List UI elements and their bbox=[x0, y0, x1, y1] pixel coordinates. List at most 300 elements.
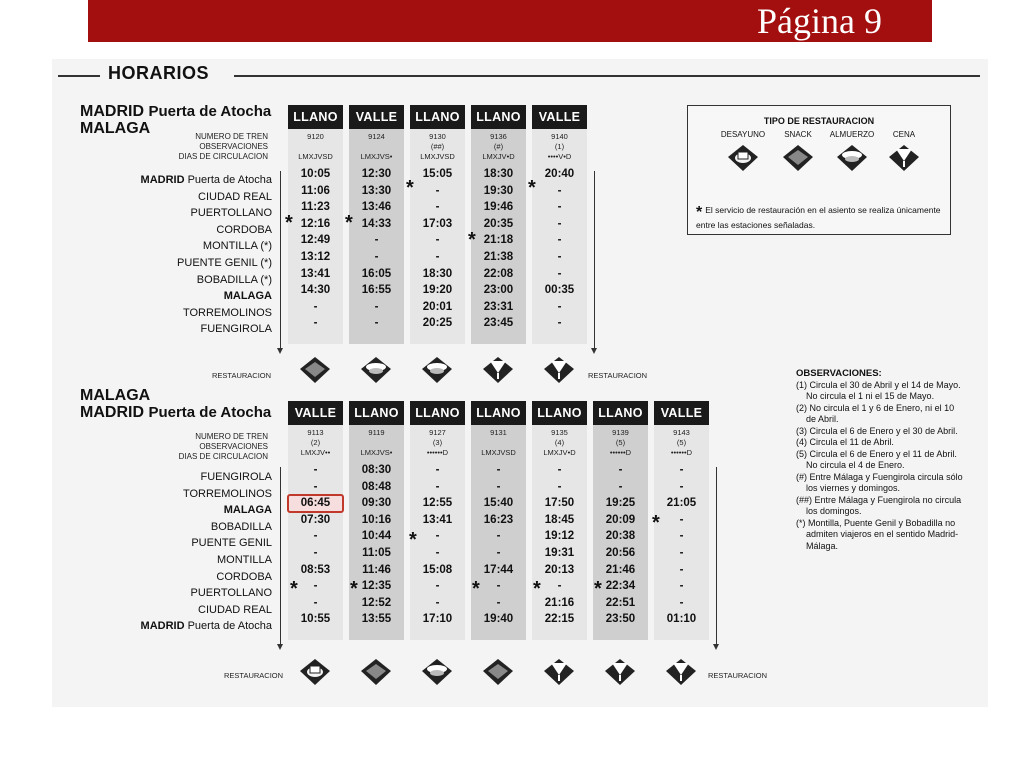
station-name-text: Puerta de Atocha bbox=[187, 174, 272, 186]
time-cell: 18:45 bbox=[544, 513, 575, 526]
time-cell: 23:31 bbox=[483, 300, 514, 313]
station-name bbox=[141, 618, 272, 635]
time-cell: - bbox=[435, 480, 440, 493]
time-cell: 20:35 bbox=[483, 217, 514, 230]
train-days: LMXJVSD bbox=[420, 152, 455, 161]
star-icon: * bbox=[533, 578, 541, 600]
cena-icon bbox=[542, 657, 576, 687]
observacion-item: (##) Entre Málaga y Fuengirola no circula los domingos. bbox=[796, 494, 962, 516]
time-cell: 12:49 bbox=[300, 234, 331, 247]
heading-rule-left bbox=[58, 75, 100, 77]
outbound-arrow-right bbox=[594, 171, 595, 349]
time-cell: 11:05 bbox=[362, 546, 391, 559]
station-name bbox=[141, 222, 272, 239]
station-name-text: FUENGIROLA bbox=[200, 471, 272, 483]
time-cell: 21:16 bbox=[544, 596, 575, 609]
cena-icon bbox=[603, 657, 637, 687]
train-days: LMXJVS• bbox=[360, 448, 393, 457]
time-cell: 21:18 bbox=[483, 234, 514, 247]
station-name bbox=[141, 502, 272, 519]
station-name bbox=[141, 288, 272, 305]
outbound-restauracion-label-right: RESTAURACION bbox=[588, 371, 648, 380]
observacion-item: (*) Montilla, Puente Genil y Bobadilla no admiten viajeros en el sentido Madrid-Málaga. bbox=[796, 517, 959, 551]
time-cell: 00:35 bbox=[544, 284, 575, 297]
cena-icon bbox=[664, 657, 698, 687]
train-type-header: LLANO bbox=[471, 105, 526, 129]
star-icon: * bbox=[696, 204, 703, 221]
time-cell: 10:05 bbox=[300, 168, 331, 180]
time-cell: 08:53 bbox=[300, 563, 331, 576]
time-cell: 16:23 bbox=[483, 513, 514, 526]
time-cell: 22:08 bbox=[483, 267, 514, 280]
station-name-text: MONTILLA bbox=[216, 553, 272, 566]
time-cell: - bbox=[496, 580, 501, 593]
train-obs: (3) bbox=[432, 438, 443, 447]
observacion-item: (#) Entre Málaga y Fuengirola circula sólo los viernes y domingos. bbox=[796, 471, 963, 493]
station-name bbox=[141, 172, 272, 189]
train-days: ••••••D bbox=[426, 448, 449, 457]
station-name bbox=[141, 205, 272, 222]
route-origin: MADRID bbox=[80, 103, 144, 120]
train-number: 9136 bbox=[490, 132, 507, 141]
time-cell: 19:40 bbox=[483, 613, 514, 626]
tipo-restauracion-legend bbox=[687, 105, 951, 235]
train-days: LMXJV•D bbox=[543, 448, 576, 457]
time-cell: 08:48 bbox=[361, 480, 392, 493]
meta-label: OBSERVACIONES bbox=[199, 442, 268, 451]
time-cell: - bbox=[435, 546, 440, 559]
train-info bbox=[410, 425, 465, 462]
route-destination-detail: Puerta de Atocha bbox=[148, 404, 272, 421]
train-column bbox=[410, 401, 465, 640]
time-cell: - bbox=[313, 464, 318, 476]
time-cell: - bbox=[557, 234, 562, 247]
star-icon: * bbox=[409, 529, 417, 551]
meta-label: OBSERVACIONES bbox=[199, 142, 268, 151]
train-column bbox=[410, 105, 465, 344]
page-header bbox=[88, 0, 932, 42]
star-icon: * bbox=[345, 212, 353, 234]
star-icon: * bbox=[528, 177, 536, 199]
time-cell: 17:03 bbox=[422, 217, 453, 230]
legend-label-almuerzo: ALMUERZO bbox=[829, 130, 875, 139]
station-name-text: MONTILLA (*) bbox=[202, 240, 272, 253]
time-cell: - bbox=[374, 300, 379, 313]
time-cell: 12:35 bbox=[361, 580, 392, 593]
time-cell: 10:16 bbox=[361, 513, 392, 526]
time-cell: - bbox=[618, 480, 623, 493]
station-name-text: TORREMOLINOS bbox=[182, 306, 272, 319]
train-type-header: LLANO bbox=[288, 105, 343, 129]
time-cell: 11:46 bbox=[362, 563, 391, 576]
time-cell: 22:15 bbox=[544, 613, 575, 626]
heading-rule-right bbox=[234, 75, 980, 77]
station-name-bold: MALAGA bbox=[223, 290, 272, 303]
meta-label: DIAS DE CIRCULACION bbox=[178, 152, 268, 161]
time-cell: 20:09 bbox=[605, 513, 636, 526]
train-column bbox=[471, 105, 526, 344]
time-cell: 19:46 bbox=[483, 201, 514, 214]
inbound-meta-labels bbox=[179, 432, 268, 462]
station-name-bold: MADRID bbox=[140, 620, 185, 633]
outbound-station-list bbox=[141, 172, 272, 338]
train-type-header: VALLE bbox=[532, 105, 587, 129]
train-info bbox=[288, 425, 343, 462]
station-name-text: CIUDAD REAL bbox=[198, 603, 272, 616]
time-cell: - bbox=[313, 596, 318, 609]
observacion-item: (4) Circula el 11 de Abril. bbox=[796, 437, 894, 447]
desayuno-icon bbox=[298, 657, 332, 687]
train-days: LMXJVSD bbox=[481, 448, 516, 457]
train-obs: (1) bbox=[554, 142, 565, 151]
time-cell: - bbox=[435, 250, 440, 263]
star-icon: * bbox=[406, 177, 414, 199]
time-cell: 16:55 bbox=[361, 284, 392, 297]
star-icon: * bbox=[290, 578, 298, 600]
time-cell: 21:38 bbox=[483, 250, 514, 263]
train-type-header: LLANO bbox=[349, 401, 404, 425]
time-cell: 20:13 bbox=[544, 563, 575, 576]
train-obs bbox=[349, 142, 404, 152]
time-cell: 17:44 bbox=[483, 563, 514, 576]
station-name bbox=[141, 272, 272, 289]
station-name bbox=[141, 569, 272, 586]
train-number: 9113 bbox=[307, 428, 324, 437]
observaciones-panel bbox=[796, 368, 966, 552]
time-cell: - bbox=[435, 596, 440, 609]
outbound-restauracion-label: RESTAURACION bbox=[212, 371, 272, 380]
time-cell: 23:00 bbox=[483, 284, 514, 297]
time-cell: - bbox=[435, 234, 440, 247]
time-cell: - bbox=[435, 530, 440, 543]
time-cell: 13:30 bbox=[361, 184, 392, 197]
time-cell: - bbox=[496, 596, 501, 609]
station-name bbox=[141, 519, 272, 536]
station-name bbox=[141, 552, 272, 569]
station-name-text: PUENTE GENIL bbox=[191, 537, 272, 550]
outbound-arrow-left bbox=[280, 171, 281, 349]
legend-label-snack: SNACK bbox=[784, 130, 812, 139]
time-cell: - bbox=[435, 201, 440, 214]
train-number: 9120 bbox=[307, 132, 324, 141]
time-cell: - bbox=[618, 464, 623, 476]
highlighted-time-cell: 06:45 bbox=[288, 495, 343, 512]
time-cell: 12:16 bbox=[300, 217, 331, 230]
time-cell: 20:01 bbox=[422, 300, 453, 313]
station-name-bold: MADRID bbox=[140, 174, 185, 186]
time-cell: - bbox=[496, 530, 501, 543]
time-cell: - bbox=[374, 317, 379, 330]
train-type-header: LLANO bbox=[471, 401, 526, 425]
almuerzo-icon bbox=[420, 657, 454, 687]
time-cell: 01:10 bbox=[666, 613, 697, 626]
train-info bbox=[471, 129, 526, 166]
route-origin-detail: Puerta de Atocha bbox=[148, 103, 272, 120]
train-column bbox=[532, 105, 587, 344]
legend-label-cena: CENA bbox=[892, 130, 916, 139]
time-cell: - bbox=[374, 250, 379, 263]
train-days: ••••••D bbox=[670, 448, 693, 457]
time-cell: 11:06 bbox=[301, 184, 330, 197]
almuerzo-icon bbox=[359, 355, 393, 385]
train-type-header: LLANO bbox=[532, 401, 587, 425]
time-cell: 19:31 bbox=[544, 546, 575, 559]
star-icon: * bbox=[472, 578, 480, 600]
legend-note bbox=[696, 204, 946, 231]
time-cell: 15:05 bbox=[422, 168, 453, 180]
train-info bbox=[288, 129, 343, 166]
train-info bbox=[349, 425, 404, 462]
almuerzo-icon bbox=[420, 355, 454, 385]
page-title: Página 9 bbox=[757, 1, 882, 41]
time-cell: 17:50 bbox=[544, 497, 575, 510]
inbound-restauracion-label: RESTAURACION bbox=[224, 671, 284, 680]
time-cell: - bbox=[557, 250, 562, 263]
time-cell: 13:41 bbox=[422, 513, 453, 526]
time-cell: - bbox=[557, 184, 562, 197]
time-cell: 22:51 bbox=[605, 596, 636, 609]
observacion-item: (3) Circula el 6 de Enero y el 30 de Abril. bbox=[796, 425, 958, 436]
train-obs: (##) bbox=[430, 142, 445, 151]
train-obs: (5) bbox=[676, 438, 687, 447]
train-number: 9127 bbox=[429, 428, 446, 437]
train-days: LMXJVSD bbox=[298, 152, 333, 161]
time-cell: 23:45 bbox=[483, 317, 514, 330]
time-cell: - bbox=[679, 546, 684, 559]
train-column bbox=[288, 401, 343, 640]
route-origin: MALAGA bbox=[80, 387, 151, 404]
inbound-station-list bbox=[141, 469, 272, 635]
time-cell: - bbox=[313, 580, 318, 593]
train-info bbox=[532, 425, 587, 462]
time-cell: - bbox=[557, 464, 562, 476]
horarios-heading: HORARIOS bbox=[108, 63, 210, 83]
time-cell: - bbox=[679, 596, 684, 609]
train-type-header: LLANO bbox=[410, 105, 465, 129]
time-cell: 12:55 bbox=[422, 497, 453, 510]
star-icon: * bbox=[652, 512, 660, 534]
time-cell: - bbox=[313, 480, 318, 493]
station-name-text: PUENTE GENIL (*) bbox=[177, 256, 272, 269]
train-days: LMXJV•D bbox=[482, 152, 515, 161]
station-name-text: CORDOBA bbox=[216, 223, 272, 236]
observaciones-title: OBSERVACIONES: bbox=[796, 368, 882, 379]
train-obs: (2) bbox=[310, 438, 321, 447]
train-days: LMXJV•• bbox=[300, 448, 331, 457]
time-cell: - bbox=[557, 580, 562, 593]
time-cell: 22:34 bbox=[605, 580, 636, 593]
station-name bbox=[141, 585, 272, 602]
time-cell: - bbox=[496, 480, 501, 493]
time-cell: - bbox=[557, 217, 562, 230]
station-name bbox=[141, 535, 272, 552]
almuerzo-icon bbox=[835, 143, 869, 173]
station-name-text: CIUDAD REAL bbox=[198, 190, 272, 203]
train-number: 9143 bbox=[673, 428, 690, 437]
station-name-text: Puerta de Atocha bbox=[187, 620, 272, 633]
time-cell: - bbox=[679, 513, 684, 526]
time-cell: - bbox=[496, 464, 501, 476]
observacion-item: (1) Circula el 30 de Abril y el 14 de Mayo. No circula el 1 ni el 15 de Mayo. bbox=[796, 379, 961, 401]
time-cell: - bbox=[557, 317, 562, 330]
time-cell: 18:30 bbox=[422, 267, 453, 280]
time-cell: 14:30 bbox=[300, 284, 331, 297]
train-obs bbox=[288, 142, 343, 152]
legend-note-text: El servicio de restauración en el asiento se realiza únicamente entre las estaciones señaladas. bbox=[696, 205, 941, 230]
train-days: ••••V•D bbox=[547, 152, 572, 161]
star-icon: * bbox=[285, 212, 293, 234]
cena-icon bbox=[481, 355, 515, 385]
time-cell: 20:56 bbox=[605, 546, 636, 559]
train-column bbox=[349, 105, 404, 344]
time-cell: 13:55 bbox=[361, 613, 392, 626]
time-cell: 20:40 bbox=[544, 168, 575, 180]
time-cell: 14:33 bbox=[361, 217, 392, 230]
station-name bbox=[141, 305, 272, 322]
time-cell: 10:44 bbox=[361, 530, 392, 543]
meta-label: NUMERO DE TREN bbox=[195, 132, 268, 141]
station-name bbox=[141, 486, 272, 503]
meta-label: DIAS DE CIRCULACION bbox=[178, 452, 268, 461]
time-cell: 07:30 bbox=[300, 513, 331, 526]
time-cell: 20:38 bbox=[605, 530, 636, 543]
station-name bbox=[141, 469, 272, 486]
train-number: 9131 bbox=[490, 428, 507, 437]
time-cell: - bbox=[496, 546, 501, 559]
time-cell: - bbox=[313, 546, 318, 559]
time-cell: - bbox=[679, 563, 684, 576]
train-column bbox=[532, 401, 587, 640]
star-icon: * bbox=[468, 229, 476, 251]
time-cell: - bbox=[679, 530, 684, 543]
train-number: 9135 bbox=[551, 428, 568, 437]
train-obs bbox=[471, 438, 526, 448]
train-info bbox=[654, 425, 709, 462]
time-cell: 19:20 bbox=[422, 284, 453, 297]
station-name-text: PUERTOLLANO bbox=[190, 587, 272, 600]
time-cell: 21:05 bbox=[666, 497, 697, 510]
time-cell: - bbox=[557, 267, 562, 280]
train-obs: (4) bbox=[554, 438, 565, 447]
schedule-card bbox=[52, 59, 988, 707]
observacion-item: (2) No circula el 1 y 6 de Enero, ni el 10 de Abril. bbox=[796, 402, 955, 424]
time-cell: - bbox=[313, 317, 318, 330]
train-number: 9140 bbox=[551, 132, 568, 141]
time-cell: - bbox=[435, 580, 440, 593]
train-type-header: LLANO bbox=[410, 401, 465, 425]
time-cell: 16:05 bbox=[361, 267, 392, 280]
time-cell: 13:46 bbox=[361, 201, 392, 214]
train-type-header: VALLE bbox=[288, 401, 343, 425]
time-cell: - bbox=[557, 480, 562, 493]
snack-icon bbox=[359, 657, 393, 687]
train-info bbox=[532, 129, 587, 166]
station-name-text: PUERTOLLANO bbox=[190, 207, 272, 220]
time-cell: 12:30 bbox=[361, 168, 392, 180]
outbound-meta-labels bbox=[179, 132, 268, 162]
inbound-restauracion-label-right: RESTAURACION bbox=[708, 671, 768, 680]
time-cell: 13:12 bbox=[300, 250, 331, 263]
station-name-text: FUENGIROLA bbox=[200, 323, 272, 336]
time-cell: 21:46 bbox=[605, 563, 636, 576]
train-column bbox=[654, 401, 709, 640]
snack-icon bbox=[781, 143, 815, 173]
time-cell: 15:40 bbox=[483, 497, 514, 510]
train-obs bbox=[349, 438, 404, 448]
train-info bbox=[593, 425, 648, 462]
snack-icon bbox=[298, 355, 332, 385]
train-number: 9124 bbox=[368, 132, 385, 141]
cena-icon bbox=[542, 355, 576, 385]
train-info bbox=[349, 129, 404, 166]
star-icon: * bbox=[350, 578, 358, 600]
route-destination: MALAGA bbox=[80, 120, 151, 137]
time-cell: - bbox=[557, 201, 562, 214]
train-obs: (#) bbox=[493, 142, 504, 151]
train-number: 9139 bbox=[612, 428, 629, 437]
inbound-arrow-right bbox=[716, 467, 717, 645]
station-name-text: CORDOBA bbox=[216, 570, 272, 583]
train-obs: (5) bbox=[615, 438, 626, 447]
station-name-text: TORREMOLINOS bbox=[182, 487, 272, 500]
train-column bbox=[593, 401, 648, 640]
time-cell: 17:10 bbox=[422, 613, 453, 626]
time-cell: - bbox=[374, 234, 379, 247]
time-cell: 09:30 bbox=[361, 497, 392, 510]
train-type-header: VALLE bbox=[349, 105, 404, 129]
station-name-text: BOBADILLA bbox=[210, 520, 272, 533]
time-cell: 11:23 bbox=[301, 201, 330, 214]
time-cell: - bbox=[435, 184, 440, 197]
legend-title: TIPO DE RESTAURACION bbox=[763, 116, 875, 126]
train-column bbox=[471, 401, 526, 640]
time-cell: 18:30 bbox=[483, 168, 514, 180]
time-cell: 08:30 bbox=[361, 464, 392, 476]
time-cell: 19:25 bbox=[605, 497, 636, 510]
star-icon: * bbox=[594, 578, 602, 600]
station-name bbox=[141, 238, 272, 255]
route-destination: MADRID bbox=[80, 404, 144, 421]
train-info bbox=[410, 129, 465, 166]
train-days: ••••••D bbox=[609, 448, 632, 457]
station-name bbox=[141, 321, 272, 338]
time-cell: 12:52 bbox=[361, 596, 392, 609]
time-cell: - bbox=[313, 300, 318, 313]
time-cell: - bbox=[679, 480, 684, 493]
train-column bbox=[288, 105, 343, 344]
inbound-route bbox=[80, 387, 271, 421]
station-name bbox=[141, 602, 272, 619]
cena-icon bbox=[887, 143, 921, 173]
train-number: 9130 bbox=[429, 132, 446, 141]
observacion-item: (5) Circula el 6 de Enero y el 11 de Abril. No circula el 4 de Enero. bbox=[796, 448, 957, 470]
time-cell: - bbox=[679, 464, 684, 476]
time-cell: 13:41 bbox=[300, 267, 331, 280]
meta-label: NUMERO DE TREN bbox=[195, 432, 268, 441]
time-cell: - bbox=[557, 300, 562, 313]
station-name bbox=[141, 255, 272, 272]
time-cell: - bbox=[313, 530, 318, 543]
time-cell: 23:50 bbox=[605, 613, 636, 626]
train-column bbox=[349, 401, 404, 640]
station-name-text: BOBADILLA (*) bbox=[196, 273, 272, 286]
time-cell: 10:55 bbox=[300, 613, 331, 626]
desayuno-icon bbox=[726, 143, 760, 173]
station-name bbox=[141, 189, 272, 206]
train-info bbox=[471, 425, 526, 462]
train-number: 9119 bbox=[368, 428, 385, 437]
time-cell: 20:25 bbox=[422, 317, 453, 330]
